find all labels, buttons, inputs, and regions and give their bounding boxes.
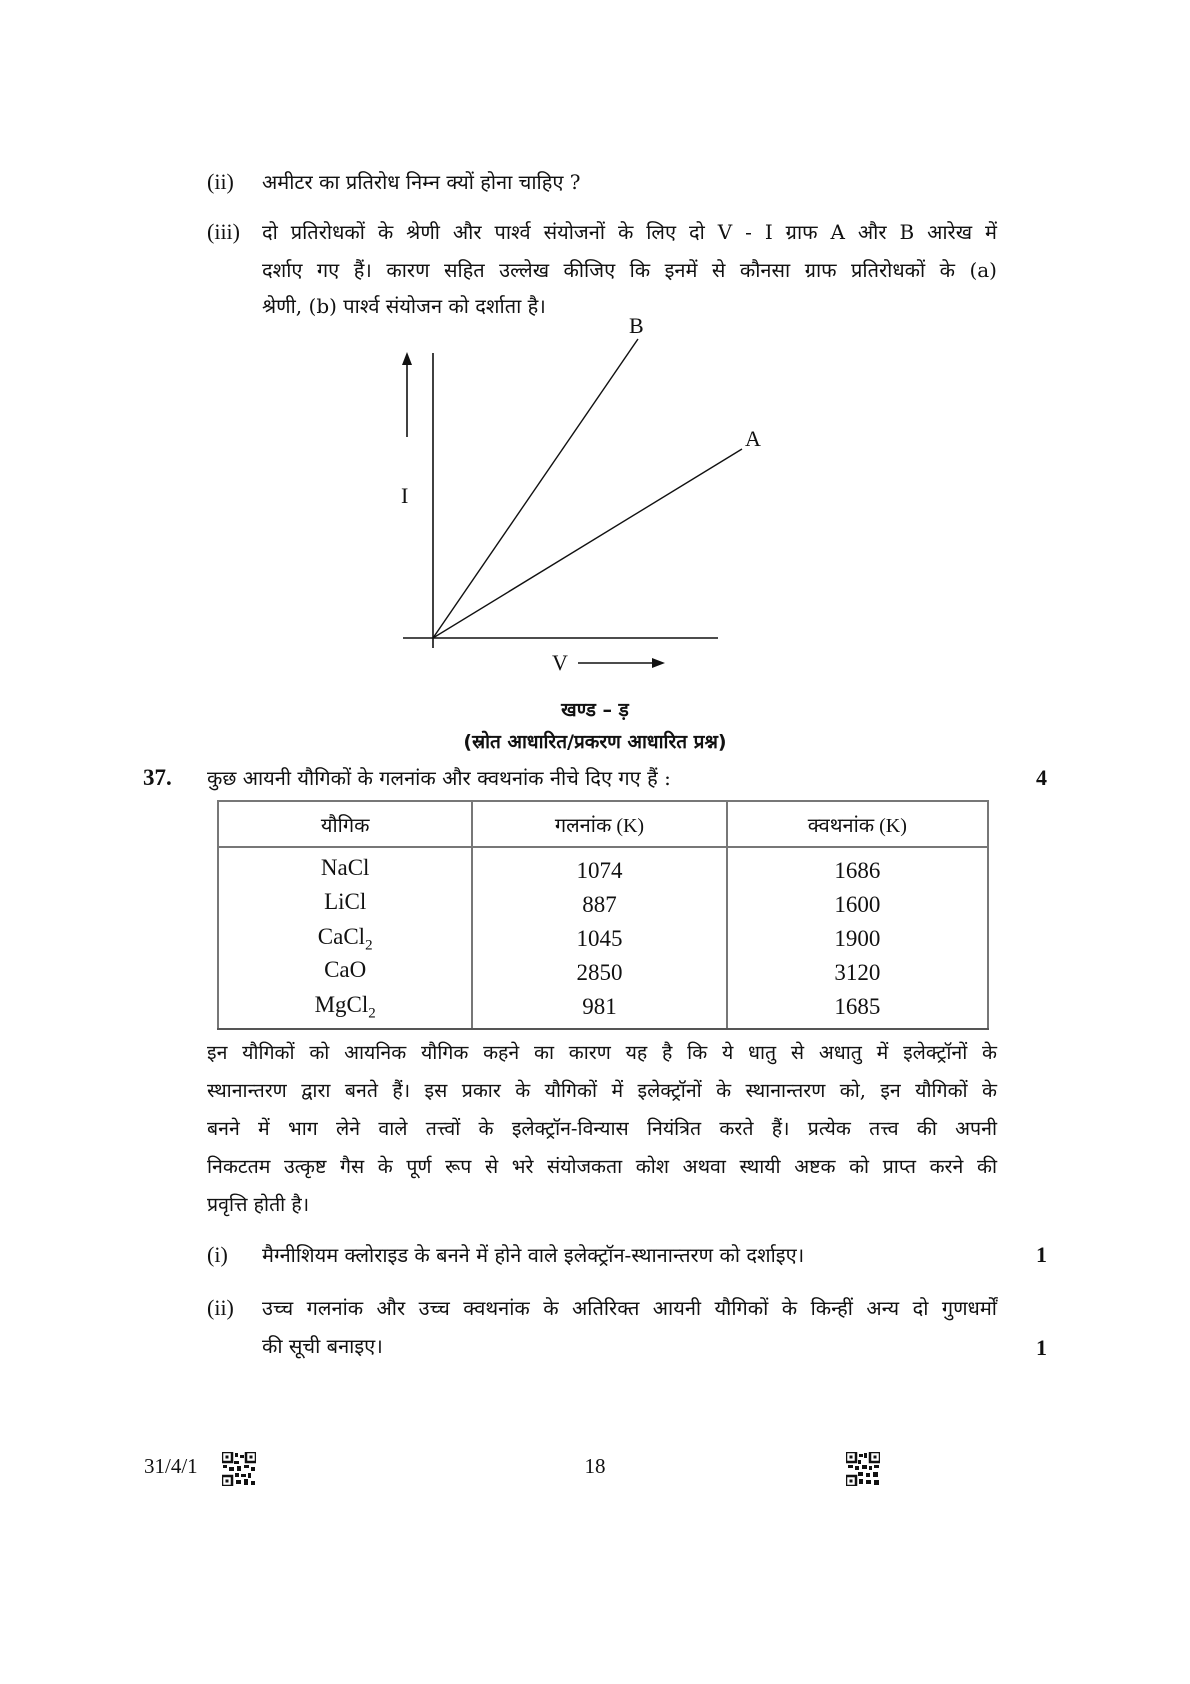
paper-code: 31/4/1 bbox=[144, 1454, 198, 1478]
subpart-i-marks: 1 bbox=[1036, 1242, 1047, 1267]
table-row bbox=[218, 922, 988, 956]
compound-cell: NaCl bbox=[218, 847, 472, 888]
header-boiling-point: क्वथनांक (K) bbox=[727, 801, 988, 847]
compound-cell: MgCl$_2$ bbox=[218, 990, 472, 1029]
melting-cell: 2850 bbox=[472, 956, 726, 990]
melting-cell: 981 bbox=[472, 990, 726, 1029]
passage-line: प्रवृत्ति होती है। bbox=[207, 1193, 310, 1216]
passage-line: निकटतम उत्कृष्ट गैस के पूर्ण रूप से भरे संयोजकता कोश अथवा स्थायी अष्टक को प्राप्त करने की bbox=[207, 1155, 997, 1178]
passage-line: स्थानान्तरण द्वारा बनते हैं। इस प्रकार के यौगिकों में इलेक्ट्रॉनों के स्थानान्तरण को, इन यौगिकों के bbox=[207, 1079, 997, 1102]
part-iii-line-2: दर्शाए गए हैं। कारण सहित उल्लेख कीजिए कि इनमें से कौनसा ग्राफ प्रतिरोधकों के (a) bbox=[262, 258, 997, 282]
arrow-right-icon bbox=[578, 658, 665, 668]
header-melting-point: गलनांक (K) bbox=[472, 801, 726, 847]
part-iii-line-3: श्रेणी, (b) पार्श्व संयोजन को दर्शाता है। bbox=[262, 294, 546, 318]
subpart-label-ii: (ii) bbox=[207, 1295, 234, 1320]
boiling-cell: 3120 bbox=[727, 956, 988, 990]
subpart-ii-marks: 1 bbox=[1036, 1335, 1047, 1360]
table-row bbox=[218, 888, 988, 922]
table-header-row bbox=[218, 801, 988, 847]
part-label-ii: (ii) bbox=[207, 169, 234, 194]
passage bbox=[207, 1034, 997, 1224]
graph-line-b bbox=[433, 339, 638, 638]
header-compound: यौगिक bbox=[218, 801, 472, 847]
part-ii-text: अमीटर का प्रतिरोध निम्न क्यों होना चाहिए ? bbox=[262, 170, 581, 194]
table-row bbox=[218, 956, 988, 990]
boiling-cell: 1900 bbox=[727, 922, 988, 956]
y-axis-label: I bbox=[401, 483, 409, 508]
qr-code-icon bbox=[222, 1452, 256, 1486]
compound-cell: CaO bbox=[218, 956, 472, 990]
question-marks: 4 bbox=[1036, 765, 1047, 790]
compound-cell: CaCl$_2$ bbox=[218, 922, 472, 956]
subpart-ii-line-1: उच्च गलनांक और उच्च क्वथनांक के अतिरिक्त आयनी यौगिकों के किन्हीं अन्य दो गुणधर्मों bbox=[262, 1296, 997, 1320]
part-label-iii: (iii) bbox=[207, 219, 240, 244]
part-iii-line-1: दो प्रतिरोधकों के श्रेणी और पार्श्व संयोजनों के लिए दो V - I ग्राफ A और B आरेख में bbox=[262, 220, 997, 244]
melting-cell: 1045 bbox=[472, 922, 726, 956]
arrow-up-icon bbox=[402, 352, 412, 437]
graph-line-a bbox=[433, 449, 742, 638]
question-intro: कुछ आयनी यौगिकों के गलनांक और क्वथनांक नीचे दिए गए हैं : bbox=[207, 766, 671, 790]
compounds-table bbox=[217, 800, 989, 1030]
boiling-cell: 1686 bbox=[727, 847, 988, 888]
section-subtitle: (स्रोत आधारित/प्रकरण आधारित प्रश्न) bbox=[463, 731, 727, 753]
line-b-label: B bbox=[629, 313, 644, 338]
melting-cell: 1074 bbox=[472, 847, 726, 888]
boiling-cell: 1685 bbox=[727, 990, 988, 1029]
section-title: खण्ड – ड़ bbox=[561, 699, 629, 721]
question-number: 37. bbox=[143, 765, 172, 790]
table-row bbox=[218, 847, 988, 888]
line-a-label: A bbox=[745, 426, 761, 451]
melting-cell: 887 bbox=[472, 888, 726, 922]
page-number: 18 bbox=[584, 1454, 606, 1478]
compound-cell: LiCl bbox=[218, 888, 472, 922]
x-axis-label: V bbox=[552, 650, 568, 675]
subpart-i-text: मैग्नीशियम क्लोराइड के बनने में होने वाले इलेक्ट्रॉन-स्थानान्तरण को दर्शाइए। bbox=[262, 1243, 805, 1267]
passage-line: बनने में भाग लेने वाले तत्त्वों के इलेक्ट्रॉन-विन्यास नियंत्रित करते हैं। प्रत्येक तत्त्व की अपनी bbox=[207, 1117, 997, 1140]
boiling-cell: 1600 bbox=[727, 888, 988, 922]
subpart-ii-line-2: की सूची बनाइए। bbox=[262, 1334, 383, 1358]
vi-graph bbox=[380, 310, 780, 690]
qr-code-icon bbox=[846, 1452, 880, 1486]
subpart-label-i: (i) bbox=[207, 1242, 228, 1267]
passage-line: इन यौगिकों को आयनिक यौगिक कहने का कारण यह है कि ये धातु से अधातु में इलेक्ट्रॉनों के bbox=[207, 1041, 997, 1064]
table-row bbox=[218, 990, 988, 1029]
